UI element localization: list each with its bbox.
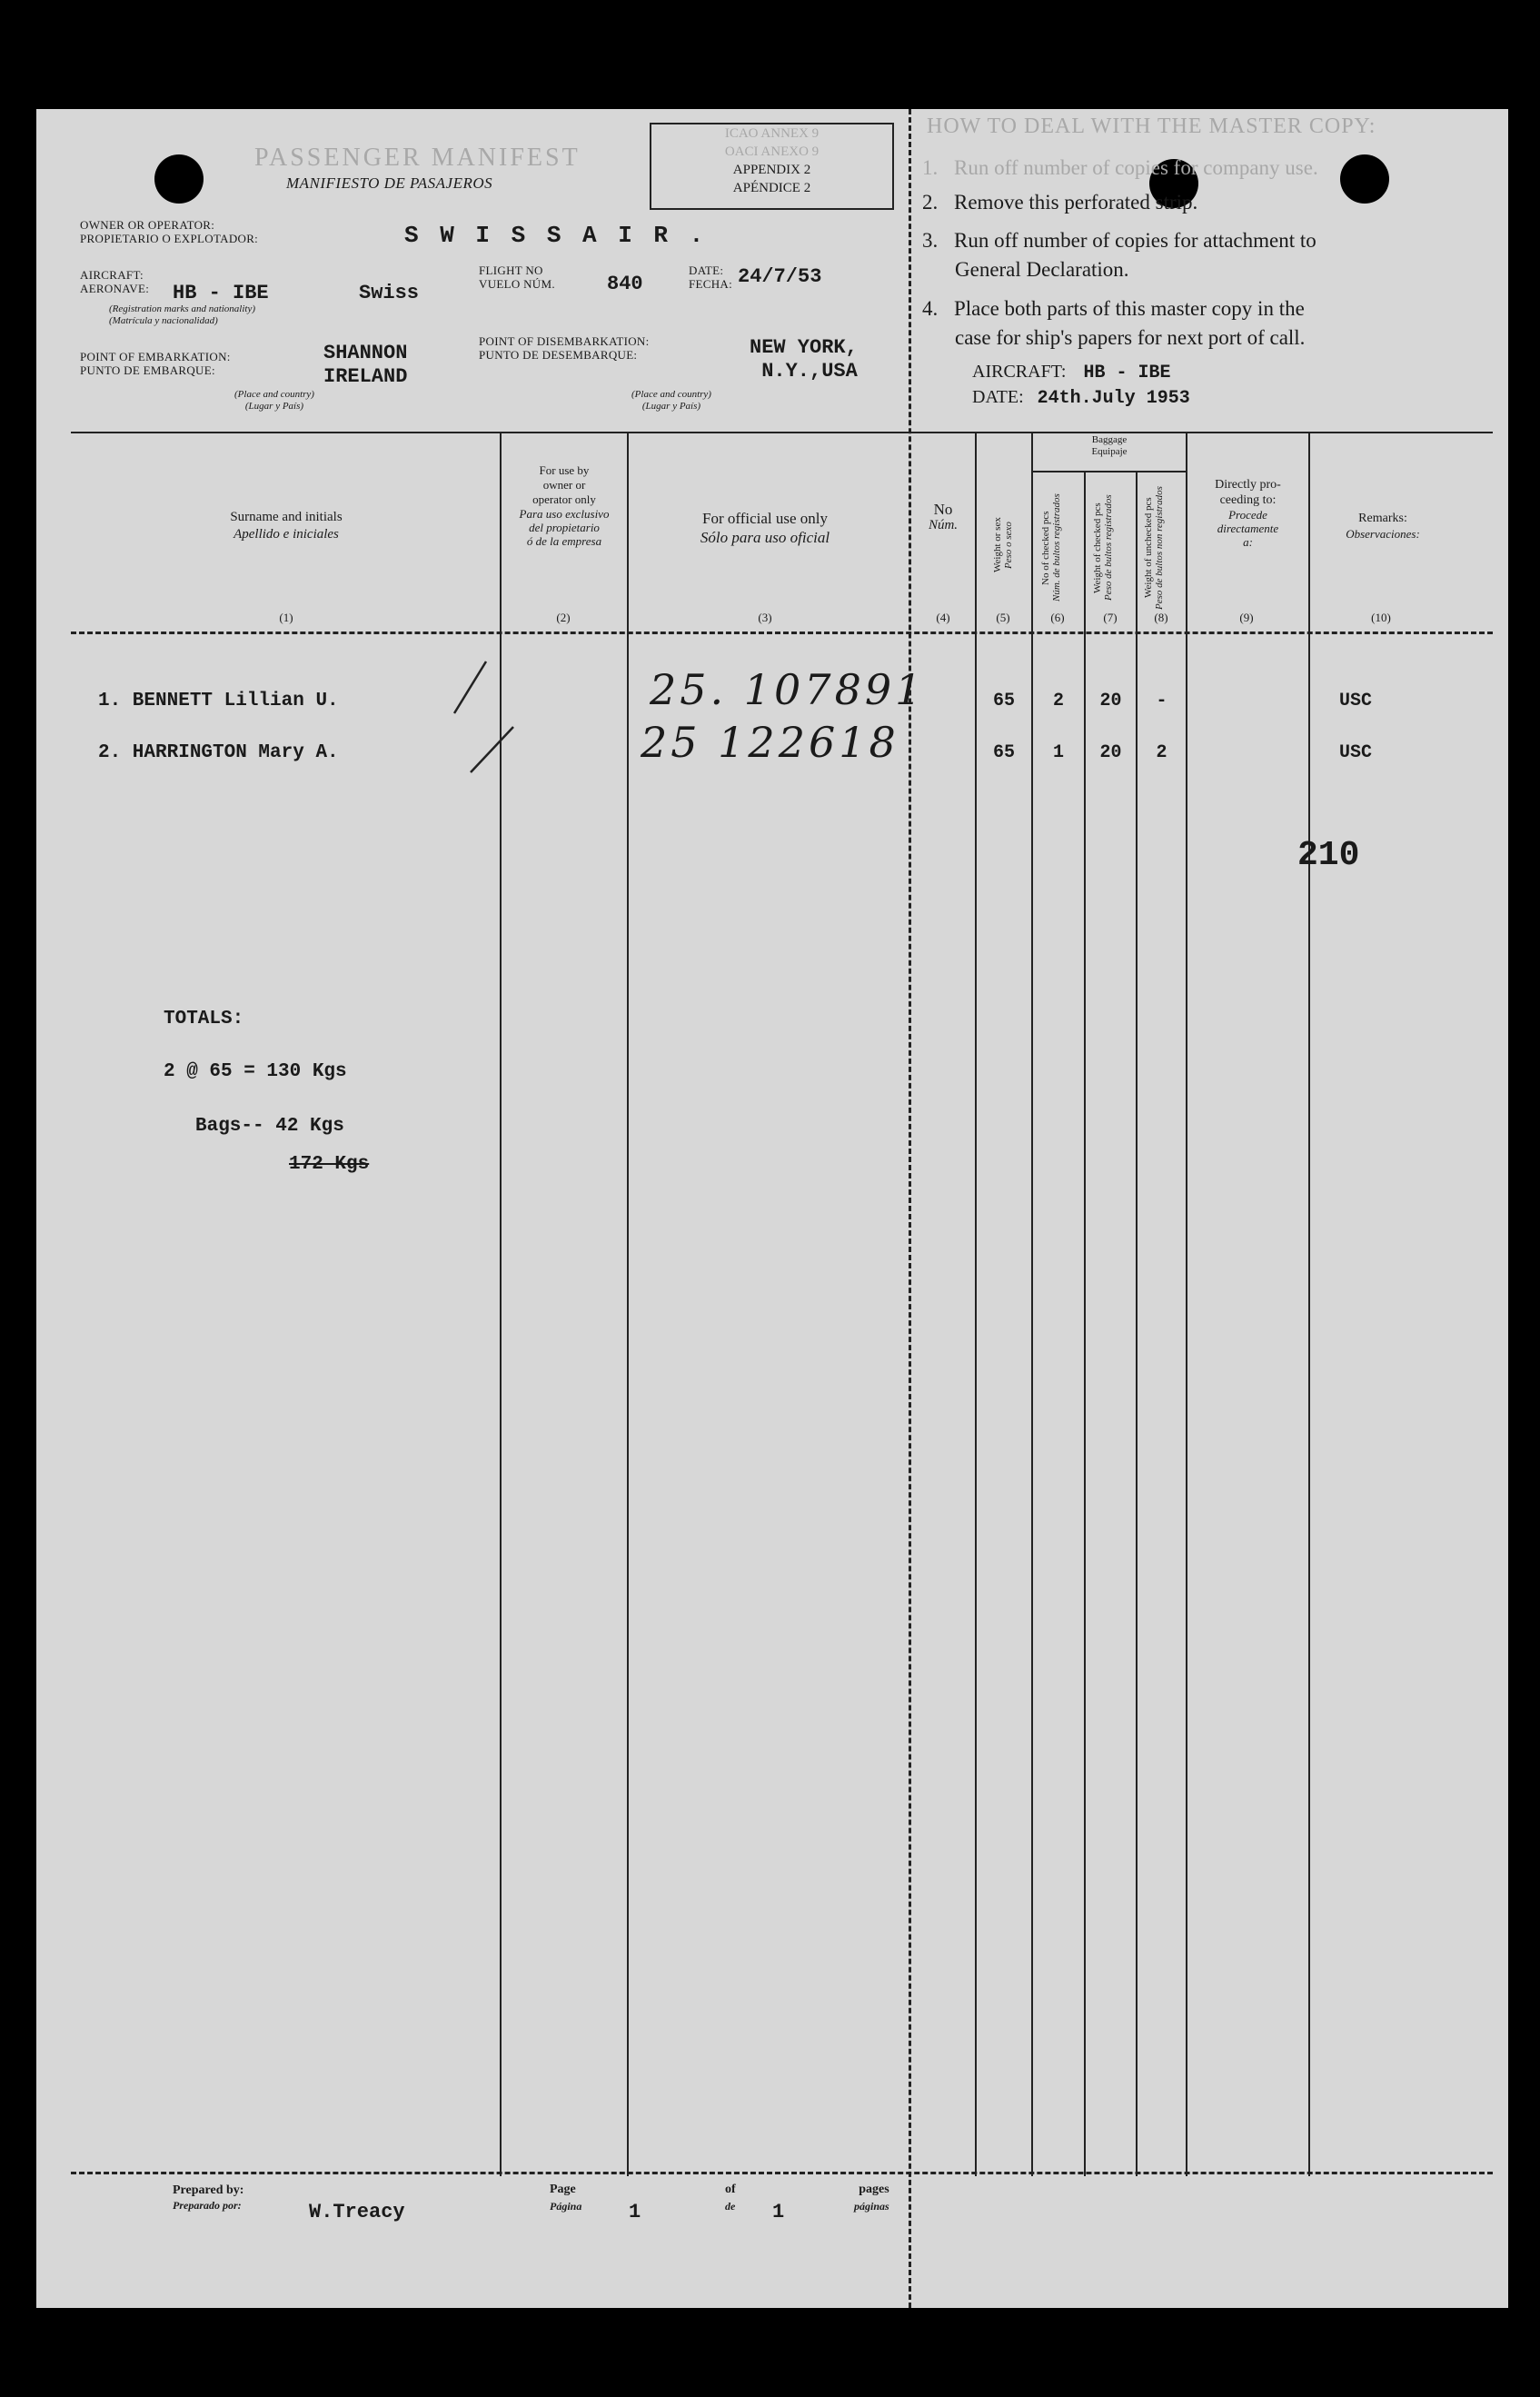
punch-hole bbox=[1340, 154, 1389, 204]
baggage-header-es: Equipaje bbox=[1091, 446, 1128, 457]
totals-label: TOTALS: bbox=[164, 1009, 244, 1029]
col5-header-es: Peso o sexo bbox=[1003, 522, 1014, 569]
checked-pcs-cell: 2 bbox=[1052, 691, 1064, 711]
col6-header-en: No of checked pcs bbox=[1040, 511, 1051, 585]
embark-place-note bbox=[234, 389, 314, 413]
embark-country: IRELAND bbox=[323, 365, 408, 388]
col-number: (7) bbox=[1103, 611, 1118, 624]
manifest-sheet bbox=[36, 109, 1508, 2308]
col10-header bbox=[1310, 511, 1456, 541]
instr-date-value: 24th.July 1953 bbox=[1037, 388, 1190, 409]
col9-header bbox=[1187, 477, 1308, 549]
footer-divider bbox=[71, 2172, 1493, 2174]
perforation-line bbox=[909, 109, 911, 2308]
col9-header-line: ceeding to: bbox=[1219, 493, 1277, 507]
disembark-value bbox=[750, 336, 858, 383]
aircraft-label bbox=[80, 268, 149, 295]
pages-label bbox=[854, 2181, 889, 2215]
col3-header-en: For official use only bbox=[701, 510, 829, 527]
flight-number: 840 bbox=[607, 273, 643, 295]
aircraft-note-en: (Registration marks and nationality) bbox=[109, 303, 256, 314]
instruction-num: 3. bbox=[922, 229, 939, 252]
official-entry: 25 122618 bbox=[641, 718, 899, 767]
col2-header-line: operator only bbox=[532, 492, 596, 506]
instr-aircraft-value: HB - IBE bbox=[1083, 363, 1171, 383]
col7-header-en: Weight of checked pcs bbox=[1092, 502, 1103, 593]
col-divider bbox=[1186, 432, 1187, 2176]
checked-wt-cell: 20 bbox=[1099, 742, 1122, 763]
page-label bbox=[550, 2181, 581, 2215]
checked-wt-cell: 20 bbox=[1099, 691, 1122, 711]
embark-label bbox=[80, 350, 231, 377]
check-mark bbox=[454, 661, 486, 713]
col6-header-es: Núm. de bultos registrados bbox=[1051, 493, 1062, 602]
col-divider bbox=[627, 432, 629, 2176]
annex-box bbox=[650, 123, 894, 210]
place-note-en: (Place and country) bbox=[631, 389, 711, 400]
col8-header bbox=[1143, 480, 1179, 616]
pages-label-es: páginas bbox=[854, 2200, 889, 2213]
col3-header-es: Sólo para uso oficial bbox=[700, 529, 830, 546]
disembark-label-en: POINT OF DISEMBARKATION: bbox=[479, 334, 650, 348]
baggage-divider bbox=[1031, 471, 1187, 472]
col9-header-line: directamente bbox=[1217, 522, 1279, 535]
col5-header bbox=[992, 477, 1014, 613]
instruction-num: 2. bbox=[922, 191, 939, 214]
col1-header-en: Surname and initials bbox=[230, 510, 343, 524]
owner-label-en: OWNER OR OPERATOR: bbox=[80, 218, 215, 232]
instr-aircraft-label: AIRCRAFT: bbox=[972, 362, 1067, 382]
col7-header bbox=[1092, 480, 1128, 616]
col2-header-line: del propietario bbox=[529, 521, 600, 534]
instruction-text: case for ship's papers for next port of call. bbox=[955, 326, 1306, 349]
totals-line: 172 Kgs bbox=[289, 1154, 370, 1175]
col10-header-en: Remarks: bbox=[1358, 512, 1407, 525]
instruction-num: 4. bbox=[922, 297, 939, 320]
weight-cell: 65 bbox=[992, 742, 1015, 763]
col-divider bbox=[1084, 472, 1086, 2176]
remarks-cell: USC bbox=[1338, 742, 1372, 763]
page-label-en: Page bbox=[550, 2183, 576, 2196]
header-divider bbox=[71, 632, 1493, 634]
table-top-border bbox=[71, 432, 1493, 433]
instr-aircraft bbox=[972, 362, 1170, 383]
instruction-text: General Declaration. bbox=[955, 258, 1129, 281]
embark-value bbox=[323, 342, 407, 389]
prepared-label-es: Preparado por: bbox=[173, 2199, 242, 2212]
instruction-text: Remove this perforated strip. bbox=[954, 191, 1198, 214]
embark-label-es: PUNTO DE EMBARQUE: bbox=[80, 363, 215, 377]
instructions-title: HOW TO DEAL WITH THE MASTER COPY: bbox=[927, 114, 1376, 138]
official-entry: 25. 107891 bbox=[650, 665, 926, 714]
of-label-en: of bbox=[725, 2183, 736, 2196]
embark-label-en: POINT OF EMBARKATION: bbox=[80, 350, 231, 363]
col-number: (4) bbox=[936, 611, 950, 624]
prepared-value: W.Treacy bbox=[309, 2201, 405, 2223]
check-marks bbox=[445, 627, 554, 791]
col2-header bbox=[502, 463, 627, 548]
punch-hole bbox=[154, 154, 204, 204]
col-divider bbox=[1136, 472, 1138, 2176]
annex-line: APPENDIX 2 bbox=[732, 163, 811, 177]
col2-header-line: owner or bbox=[542, 478, 586, 492]
flight-label-en: FLIGHT NO bbox=[479, 264, 543, 277]
owner-label-es: PROPIETARIO O EXPLOTADOR: bbox=[80, 232, 259, 245]
place-note-en: (Place and country) bbox=[234, 389, 314, 400]
embark-city: SHANNON bbox=[323, 342, 408, 364]
col9-header-line: Directly pro- bbox=[1215, 478, 1281, 492]
baggage-header bbox=[1033, 434, 1186, 458]
of-label-es: de bbox=[725, 2200, 736, 2213]
instruction-2 bbox=[922, 189, 1197, 216]
baggage-header-en: Baggage bbox=[1091, 434, 1128, 445]
col8-header-en: Weight of unchecked pcs bbox=[1143, 497, 1154, 599]
page-label-es: Página bbox=[550, 2200, 582, 2213]
of-label bbox=[725, 2181, 736, 2215]
instruction-3 bbox=[922, 227, 1316, 254]
col9-header-line: a: bbox=[1243, 535, 1253, 549]
instruction-text: Place both parts of this master copy in the bbox=[954, 297, 1305, 320]
annex-line: APÉNDICE 2 bbox=[732, 181, 811, 195]
col5-header-en: Weight or sex bbox=[992, 517, 1003, 573]
of-value: 1 bbox=[772, 2201, 785, 2223]
place-note-es: (Lugar y País) bbox=[641, 401, 701, 412]
pages-label-en: pages bbox=[859, 2183, 889, 2196]
aircraft-nationality: Swiss bbox=[359, 282, 420, 304]
prepared-label-en: Prepared by: bbox=[173, 2183, 244, 2197]
aircraft-note bbox=[109, 303, 255, 327]
col2-header-line: For use by bbox=[539, 463, 590, 477]
flight-label bbox=[479, 264, 555, 291]
aircraft-label-es: AERONAVE: bbox=[80, 282, 150, 295]
instruction-text: Run off number of copies for attachment to bbox=[954, 229, 1316, 252]
instruction-4 bbox=[922, 295, 1305, 323]
aircraft-note-es: (Matrícula y nacionalidad) bbox=[109, 315, 218, 326]
instr-date bbox=[972, 387, 1190, 409]
disembark-place-note bbox=[631, 389, 711, 413]
col1-header-es: Apellido e iniciales bbox=[233, 527, 339, 542]
col10-header-es: Observaciones: bbox=[1346, 527, 1420, 541]
date-label-es: FECHA: bbox=[689, 277, 733, 291]
annex-line: ICAO ANNEX 9 bbox=[724, 126, 820, 141]
unchecked-wt-cell: - bbox=[1156, 691, 1167, 711]
place-note-es: (Lugar y País) bbox=[244, 401, 304, 412]
col4-header-es: Núm. bbox=[928, 518, 959, 532]
col4-header bbox=[911, 500, 975, 532]
date-label bbox=[689, 264, 732, 291]
disembark-country: N.Y.,USA bbox=[761, 360, 858, 383]
col2-header-line: ó de la empresa bbox=[526, 534, 602, 548]
col-number: (5) bbox=[996, 611, 1010, 624]
col-number: (10) bbox=[1371, 611, 1391, 624]
disembark-label bbox=[479, 334, 650, 362]
instruction-num: 1. bbox=[922, 156, 939, 179]
instruction-1 bbox=[922, 154, 1318, 182]
col-number: (3) bbox=[758, 611, 772, 624]
owner-value: S W I S S A I R . bbox=[404, 222, 708, 249]
passenger-name: 1. BENNETT Lillian U. bbox=[98, 691, 339, 711]
col8-header-es: Peso de bultos non registrados bbox=[1154, 486, 1165, 610]
unchecked-wt-cell: 2 bbox=[1156, 742, 1167, 763]
page-value: 1 bbox=[629, 2201, 641, 2223]
totals-line: 2 @ 65 = 130 Kgs bbox=[164, 1061, 347, 1082]
instr-date-label: DATE: bbox=[972, 387, 1024, 407]
date-label-en: DATE: bbox=[689, 264, 724, 277]
col6-header bbox=[1040, 480, 1077, 616]
disembark-label-es: PUNTO DE DESEMBARQUE: bbox=[479, 348, 638, 362]
col9-header-line: Procede bbox=[1228, 508, 1267, 522]
date-value: 24/7/53 bbox=[738, 265, 822, 288]
weight-cell: 65 bbox=[992, 691, 1015, 711]
prepared-label bbox=[173, 2183, 243, 2213]
col-number: (9) bbox=[1239, 611, 1254, 624]
aircraft-reg: HB - IBE bbox=[173, 282, 269, 304]
col-number: (1) bbox=[279, 611, 293, 624]
col3-header bbox=[629, 509, 901, 547]
stamp-number: 210 bbox=[1297, 836, 1360, 875]
remarks-cell: USC bbox=[1338, 691, 1372, 711]
manifest-title-es: MANIFIESTO DE PASAJEROS bbox=[286, 174, 493, 192]
annex-line: OACI ANEXO 9 bbox=[724, 144, 820, 159]
col2-header-line: Para uso exclusivo bbox=[519, 507, 610, 521]
checked-pcs-cell: 1 bbox=[1052, 742, 1064, 763]
owner-label bbox=[80, 218, 258, 245]
instruction-text: Run off number of copies for company use. bbox=[954, 156, 1318, 179]
manifest-title: PASSENGER MANIFEST bbox=[254, 144, 581, 172]
col1-header bbox=[91, 509, 482, 543]
col-number: (2) bbox=[556, 611, 571, 624]
disembark-city: NEW YORK, bbox=[750, 336, 858, 359]
col4-header-en: No bbox=[933, 501, 953, 518]
flight-label-es: VUELO NÚM. bbox=[479, 277, 555, 291]
col7-header-es: Peso de bultos registrados bbox=[1103, 494, 1114, 602]
check-mark bbox=[471, 727, 513, 772]
col-number: (8) bbox=[1154, 611, 1168, 624]
totals-line: Bags-- 42 Kgs bbox=[195, 1116, 344, 1137]
passenger-name: 2. HARRINGTON Mary A. bbox=[98, 742, 339, 763]
col-number: (6) bbox=[1050, 611, 1065, 624]
aircraft-label-en: AIRCRAFT: bbox=[80, 268, 144, 282]
